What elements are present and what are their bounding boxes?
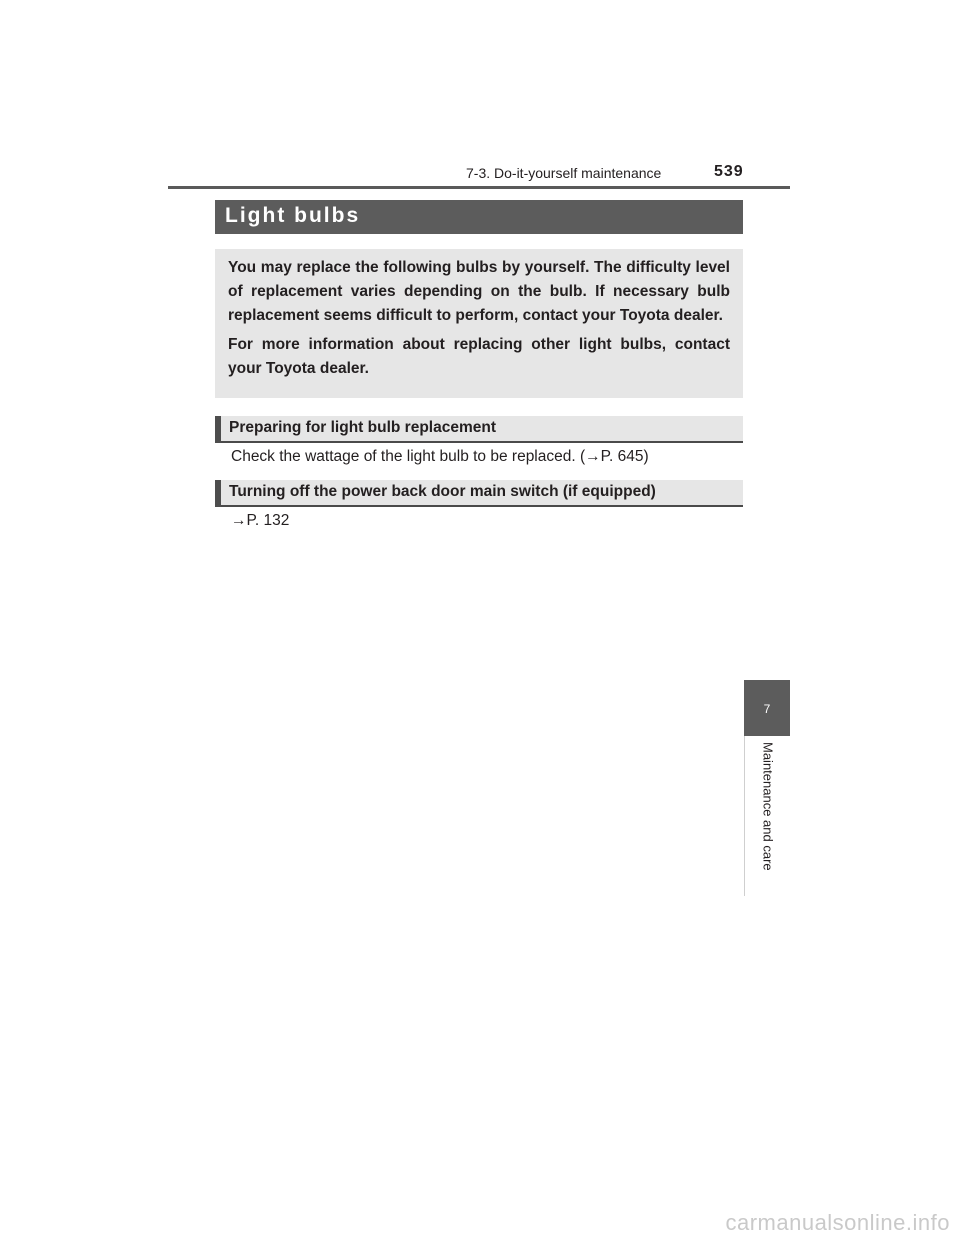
subsection-marker bbox=[215, 416, 221, 443]
section-reference: 7-3. Do-it-yourself maintenance bbox=[466, 165, 662, 181]
watermark: carmanualsonline.info bbox=[725, 1210, 950, 1235]
chapter-number: 7 bbox=[763, 702, 771, 716]
subsection-marker bbox=[215, 480, 221, 507]
subsection-heading-preparing bbox=[215, 416, 743, 443]
title-bar bbox=[215, 200, 743, 234]
intro-paragraph-1: You may replace the following bulbs by yourself. The difficulty level of replacement varies depending on the bulb. If necessary bulb replacement seems difficult to perform, contact your Toyota dealer. bbox=[228, 259, 730, 324]
subsection-body-text: Check the wattage of the light bulb to be replaced. (→P. 645) bbox=[231, 448, 649, 465]
page-number: 539 bbox=[714, 163, 744, 180]
chapter-title: Maintenance and care bbox=[760, 742, 776, 871]
header-rule bbox=[168, 186, 790, 189]
subsection-heading-text: Preparing for light bulb replacement bbox=[229, 419, 496, 436]
subsection-heading-power-back-door bbox=[215, 480, 743, 507]
subsection-body-text: →P. 132 bbox=[231, 512, 290, 529]
subsection-heading-text: Turning off the power back door main switch (if equipped) bbox=[229, 483, 656, 500]
chapter-side-label bbox=[744, 736, 791, 896]
chapter-tab bbox=[744, 680, 790, 736]
intro-paragraph-2: For more information about replacing other light bulbs, contact your Toyota dealer. bbox=[228, 336, 730, 377]
page-title: Light bulbs bbox=[225, 204, 361, 227]
intro-box bbox=[215, 249, 743, 398]
